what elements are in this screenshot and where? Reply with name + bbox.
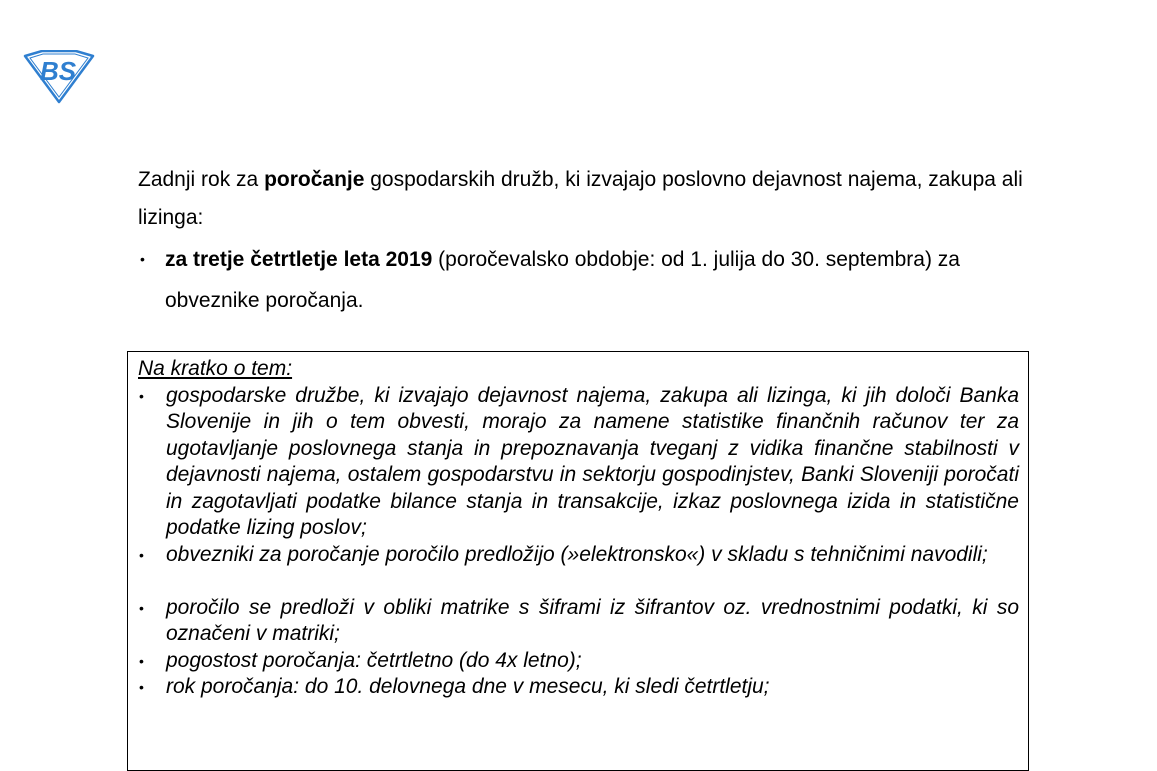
list-item: • rok poročanja: do 10. delovnega dne v mesecu, ki sledi četrtletju; [138,674,1019,701]
list-item: • za tretje četrtletje leta 2019 (poročevalsko obdobje: od 1. julija do 30. septembra) za obveznike poročanja. [138,239,1023,321]
bullet-icon: • [140,251,145,267]
bold-period: za tretje četrtletje leta 2019 [165,248,433,271]
list-item: • gospodarske družbe, ki izvajajo dejavnost najema, zakupa ali lizinga, ki jih določi Banka Slovenije in jih o tem obvesti, morajo za namene statistike finančnih računov ter za ugotavljanje poslovnega stanja in prepoznavanja tveganj z vidika finančne stabilnosti v dejavnosti najema, ostalem gospodarstvu in sektorju gospodinjstev, Banki Sloveniji poročati in zagotavljati podatke bilance stanja in transakcije, izkaz poslovnega izida in statistične podatke lizing poslov; [139,383,1019,539]
list-item: • pogostost poročanja: četrtletno (do 4x letno); [138,648,1019,675]
list-item: • obvezniki za poročanje poročilo predložijo (»elektronsko«) v skladu s tehničnimi navodili; [138,542,1019,569]
bank-logo [22,50,96,104]
intro-section [138,161,1023,321]
bullet-icon: • [139,652,144,669]
shield-logo-icon [22,50,96,104]
bullet-icon: • [139,387,144,404]
bullet-icon: • [139,599,144,616]
logo-letters: BS [39,56,77,86]
summary-title: Na kratko o tem: [138,357,293,380]
bullet-icon: • [139,679,144,695]
list-item: • poročilo se predloži v obliki matrike s šiframi iz šifrantov oz. vrednostnimi podatki, ki so označeni v matriki; [139,595,1019,645]
bullet-icon: • [139,546,144,563]
summary-list [138,383,1019,701]
intro-list [138,239,1023,321]
bold-term: poročanje [264,168,365,191]
intro-paragraph: Zadnji rok za poročanje gospodarskih družb, ki izvajajo poslovno dejavnost najema, zakupa ali lizinga: [138,168,1023,229]
summary-box [127,351,1029,771]
